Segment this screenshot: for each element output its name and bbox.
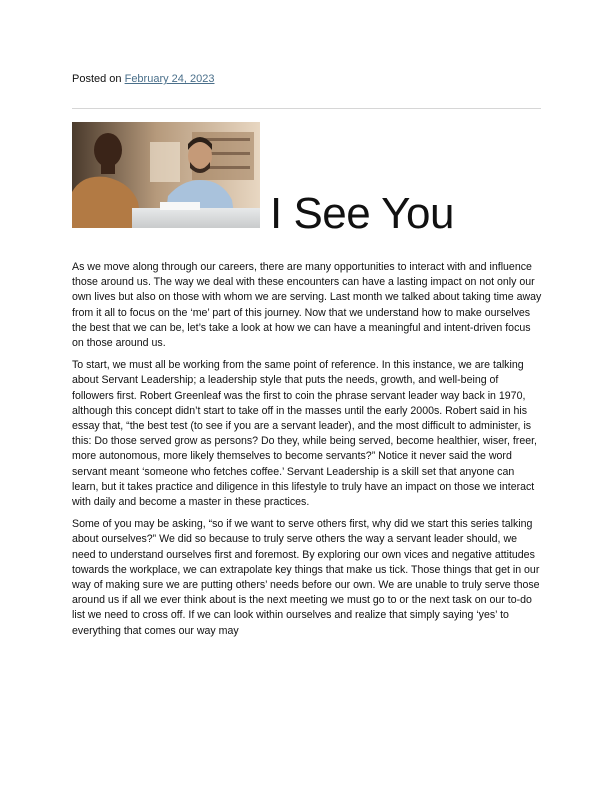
posted-prefix: Posted on: [72, 73, 125, 85]
paragraph: Some of you may be asking, “so if we want to serve others first, why did we start this series talking about ourselves?” We did so because to truly serve others the way a servant leader should, we need to understand ourselves first and foremost. By exploring our own vices and negative attitudes towards the workplace, we can extrapolate key things that make us tick. Those things that get in our way of making sure we are putting others’ needs before our own. We are unable to truly serve those around us if all we ever think about is the next meeting we must go to or the next task on our to-do list we need to cross off. If we can look within ourselves and realize that simply saying ‘yes’ to everything that comes our way may: [72, 518, 540, 637]
featured-photo: [72, 122, 260, 228]
header-divider: [72, 108, 541, 109]
post-meta: [72, 72, 214, 86]
post-body: [72, 260, 542, 646]
post-date-link[interactable]: February 24, 2023: [124, 73, 215, 85]
paragraph: To start, we must all be working from the same point of reference. In this instance, we are talking about Servant Leadership; a leadership style that puts the needs, growth, and well-being of followers first. Robert Greenleaf was the first to coin the phrase servant leader way back in 1970, although this concept didn’t start to take off in the masses until the early 2000s. Robert said in his essay that, “the best test (to see if you are a servant leader), and the most difficult to administer, is this: Do those served grow as persons? Do they, while being served, become healthier, wiser, freer, more autonomous, more likely themselves to become servants?” Notice it never said the word servant meant ‘someone who fetches coffee.’ Servant Leadership is a skill set that anyone can learn, but it takes practice and diligence in this lifestyle to truly have an impact on those we interact with daily and become a master in these practices.: [72, 359, 537, 509]
post-title: I See You: [270, 189, 454, 238]
paragraph: As we move along through our careers, there are many opportunities to interact with and influence those around us. The way we deal with these encounters can have a lasting impact on not only our own lives but also on those with whom we are serving. Last month we talked about taking time away from it all to focus on the ‘me’ part of this journey. Now that we understand how to make ourselves the best that we can be, let’s take a look at how we can have a meaningful and intent-driven focus on those around us.: [72, 261, 542, 350]
